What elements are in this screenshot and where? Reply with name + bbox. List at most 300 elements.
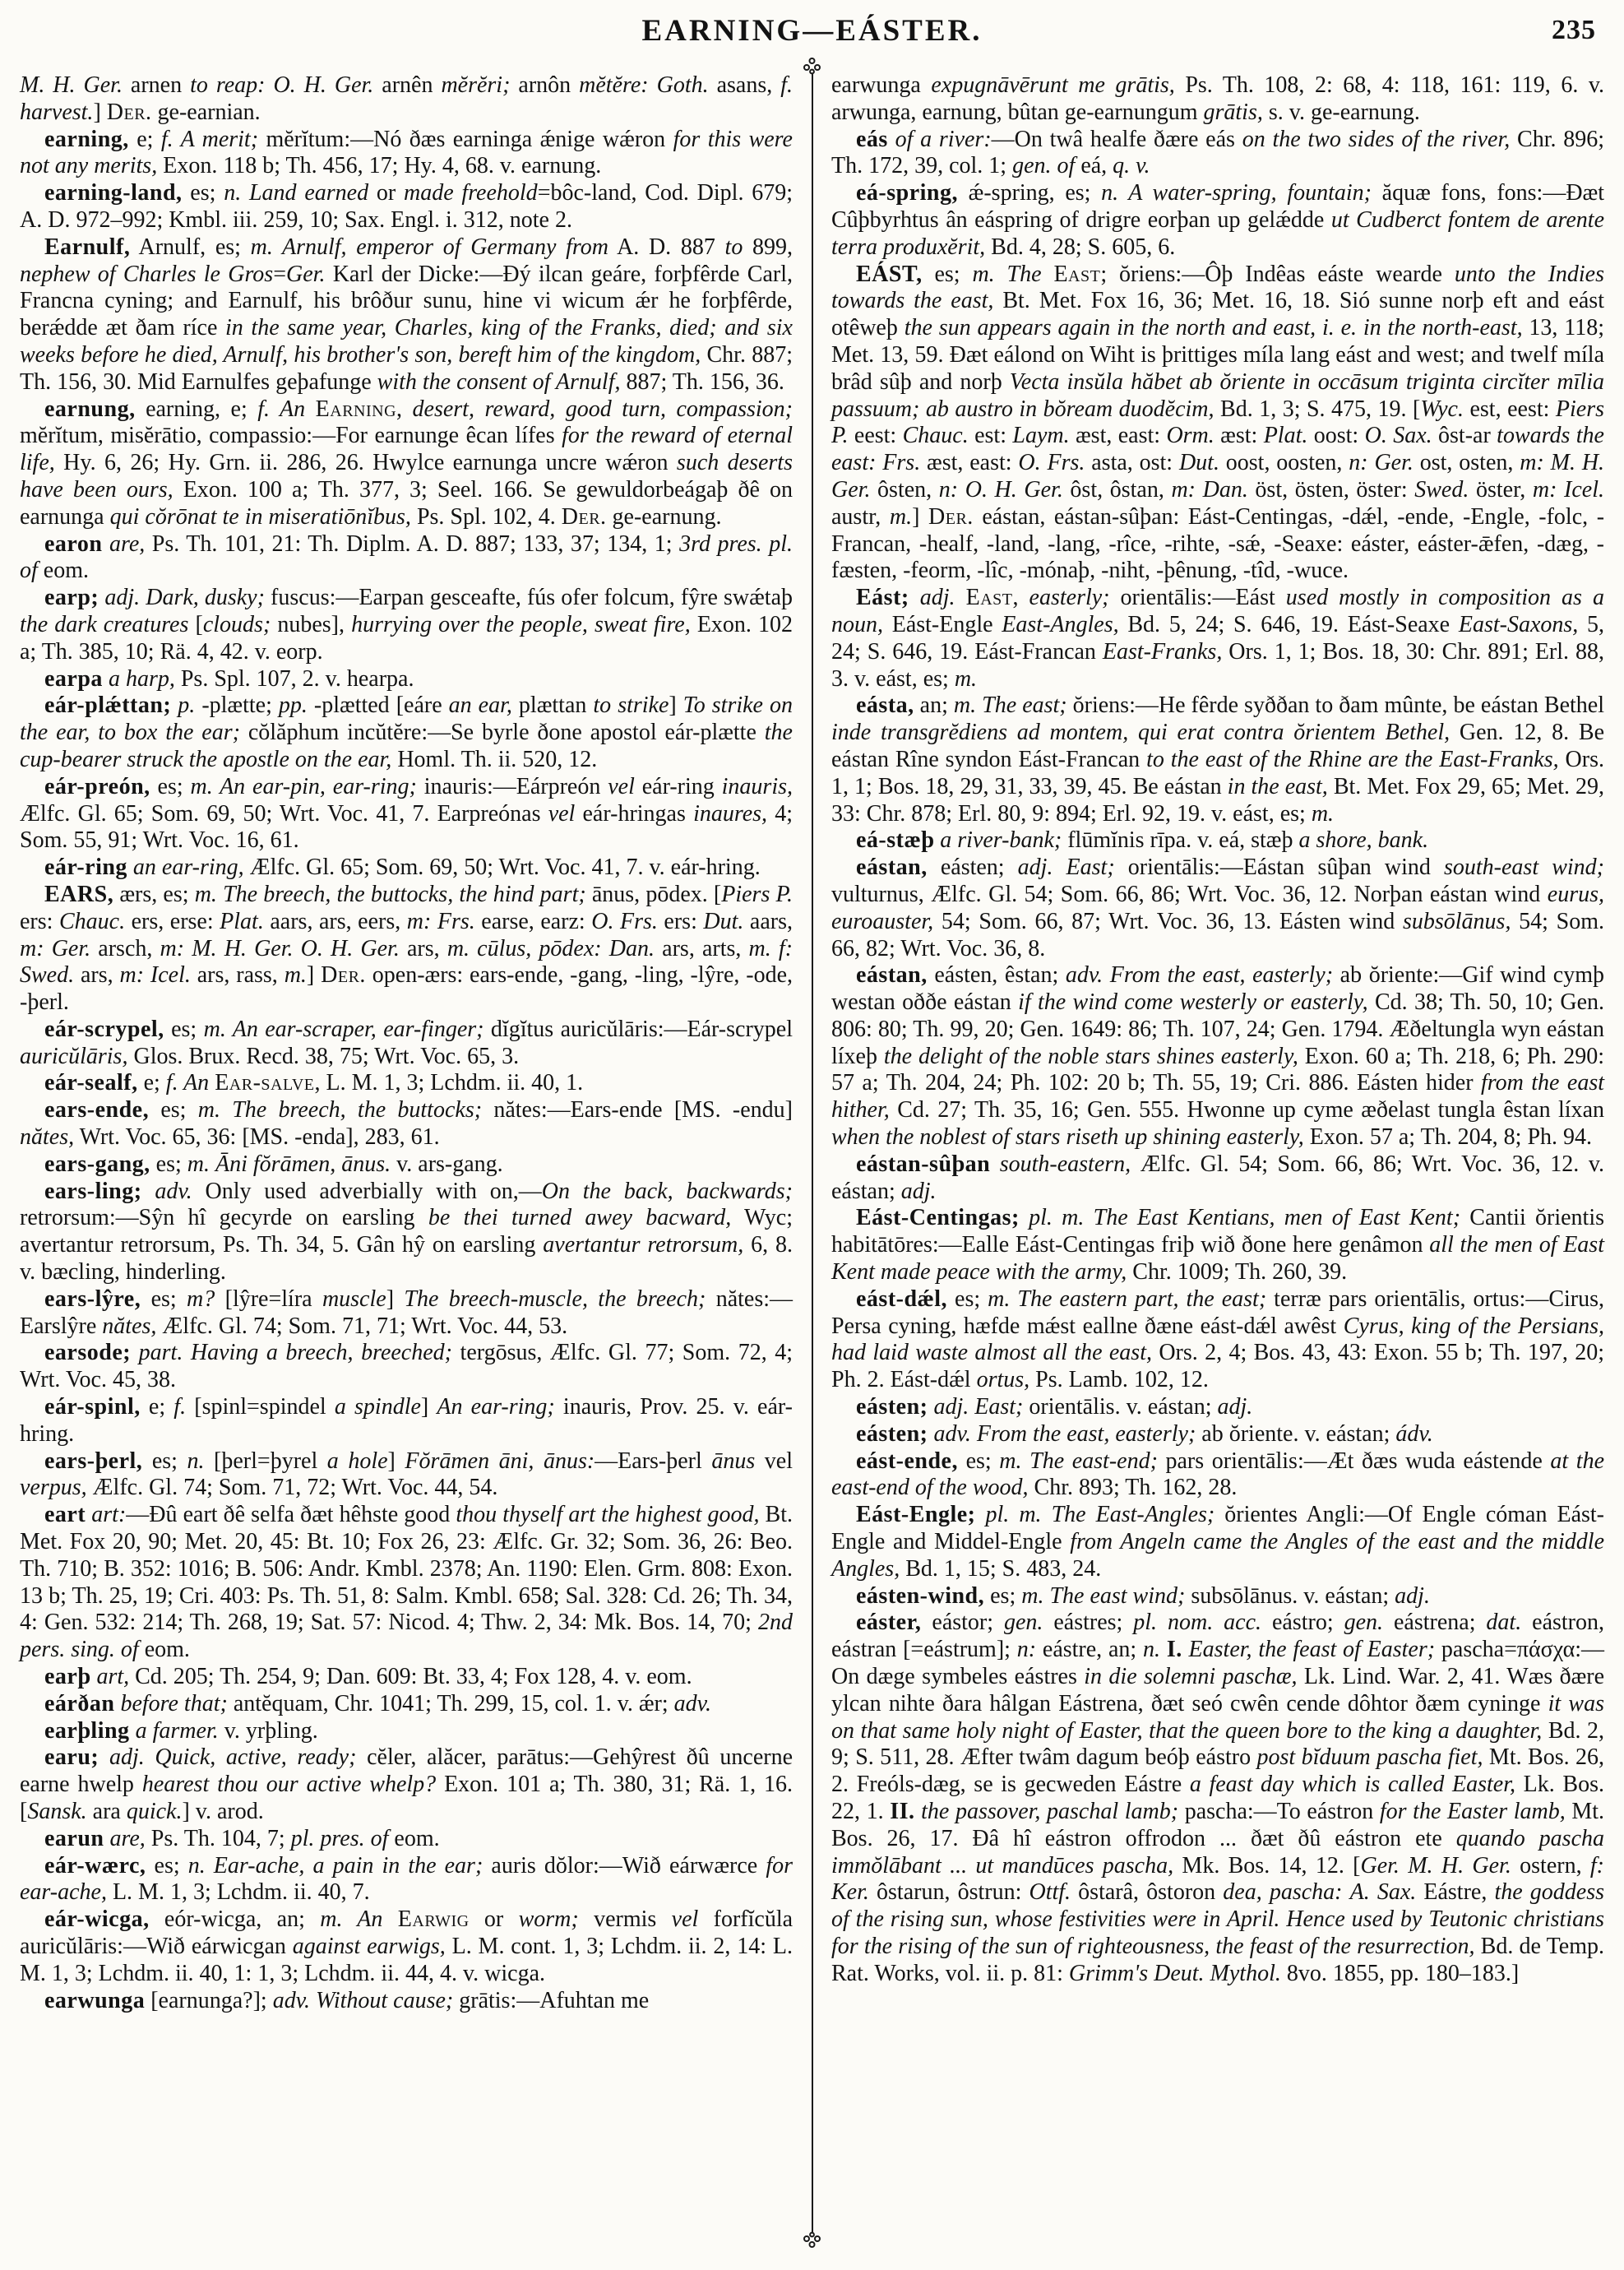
dictionary-entry [20,855,793,882]
plain-text: ŏriens:—He fêrde syððan to ðam mûnte, be eástan Bethel [1066,693,1604,719]
headword: eá-stæþ [856,827,935,854]
dictionary-entry [831,1421,1604,1448]
italic-text: Dan. [1202,476,1248,503]
italic-text: hearest thou our active whelp? [141,1772,437,1798]
plain-text: es; [182,180,224,206]
plain-text: ] [420,1394,437,1420]
plain-text: [lŷre=líra [215,1286,322,1312]
italic-text: clouds; [202,611,271,637]
plain-text: [ [188,611,203,637]
italic-text: to strike [593,693,669,719]
dictionary-entry [831,1151,1604,1206]
italic-text: a spindle [334,1394,421,1420]
italic-text: To strike on the ear, to box the ear; [20,693,793,746]
italic-text: pp. [278,693,308,719]
italic-text: East-Franks, [1102,638,1223,665]
italic-text: the goddess of the rising sun, whose festivities were in April. Hence used by Teutonic christians for the rising of the sun of righteousness, the feast of the resurrection, [831,1879,1605,1959]
plain-text [888,127,895,152]
plain-text [1544,450,1551,475]
italic-text: adj. Quick, active, ready; [109,1744,357,1771]
plain-text: Bd. 2, 9; S. 511, 28. Æfter twâm dagum beóþ eástro [831,1717,1604,1771]
plain-text: eástan, eástan-sûþan: Eást-Centingas, -dǽl, -ende, -Engle, -folc, -Francan, -healf, -land, -lang, -rîce, -rihte, -sǽ, -Seaxe: eáster, eáster-ǣfen, -dæg, -fæsten, -feorm, -lîc, -mónaþ, -niht, -þênung, -tîd, -wuce. [831,503,1605,584]
plain-text: auris dŏlor:—Wið eárwærce [483,1852,766,1879]
italic-text: an ear-ring, [132,855,244,881]
italic-text: adj. Dark, dusky; [104,585,265,611]
italic-text: m. The east; [953,693,1067,719]
headword: earsode; [44,1340,132,1366]
headword: eár-sealf, [44,1070,138,1096]
italic-text: Cyrus, king of the Persians, had laid waste almost all the east, [831,1313,1605,1366]
small-caps-text: Earwig [397,1906,470,1933]
italic-text: subsōlānus, [1402,908,1511,934]
plain-text: æst: [1214,423,1264,449]
plain-text: [spinl=spindel [186,1394,335,1420]
italic-text: m. The east-end; [999,1448,1158,1474]
plain-text: e; [128,126,161,152]
plain-text [1557,477,1564,503]
italic-text: easterly; [1029,585,1110,611]
italic-text: nătes, [20,1124,75,1151]
headword: eástan-sûþan [856,1151,991,1177]
plain-text [1042,262,1054,287]
dictionary-entry [20,666,793,693]
italic-text: in die solemni paschæ, [1084,1664,1298,1690]
italic-text: f. An [165,1070,210,1096]
right-column [831,72,1604,1988]
plain-text: Lk. Lind. War. 2, 41. Wæs ðære ylcan nihte ðara hâlgan Eástrena, ðæt seó cwên cende dôhtor ðæm cyninge [831,1664,1605,1716]
italic-text: nephew of Charles le Gros [20,261,274,287]
dictionary-entry [20,585,793,665]
plain-text: Homl. Th. ii. 520, 12. [391,746,598,772]
plain-text: Ps. Th. 101, 21: Th. Diplm. A. D. 887; 133, 37; 134, 1; [145,530,680,557]
italic-text: M. H. Ger. [20,72,123,98]
small-caps-text: East [965,585,1013,611]
italic-text: inde transgrĕdiens ad montem, qui erat contra ŏrientem Bethel, [831,720,1450,746]
italic-text: expugnāvērunt me grātis, [931,72,1175,98]
italic-text: the sun appears again in the north and east, i. e. in the north-east, [904,315,1523,341]
italic-text: n. Land earned [224,180,369,206]
italic-text: n: [1016,1637,1037,1663]
headword: eást-ende, [856,1448,958,1474]
italic-text: for the Easter lamb, [1379,1799,1566,1824]
plain-text: inauris, Prov. 25. v. eár-hring. [20,1394,793,1447]
plain-text [265,72,273,98]
italic-text: ut Cudberct fontem de arente terra produxĕrit, [831,206,1604,260]
italic-text: Swed. [20,962,75,989]
italic-text: art: [91,1502,127,1528]
italic-text: f. harvest. [20,72,793,125]
plain-text: es; [150,1151,187,1177]
italic-text: m. The eastern part, the east; [988,1286,1267,1312]
plain-text: aars, [743,908,793,934]
headword: earþling [44,1717,130,1744]
dictionary-entry [831,693,1604,827]
italic-text: for the reward of eternal life, [20,423,793,476]
plain-text: eest: [848,423,903,449]
headword: ears-þerl, [44,1448,143,1474]
plain-text: earse, earz: [474,908,592,934]
dictionary-entry [20,1691,793,1718]
italic-text: adv. [673,1690,712,1716]
italic-text: m. Arnulf, emperor of Germany from [250,234,608,260]
headword: ears-lŷre, [44,1286,141,1312]
italic-text: from Angeln came the Angles of the east and the middle Angles, [831,1529,1604,1582]
italic-text: n: [938,476,959,503]
plain-text [915,1799,922,1824]
italic-text: adv. From the east, easterly; [1065,962,1334,989]
small-caps-text: Earning [315,396,397,422]
plain-text [127,855,133,880]
plain-text: Bd. de Temp. Rat. Works, vol. ii. p. 81: [831,1933,1604,1986]
plain-text: eástre, an; [1036,1637,1144,1663]
plain-text: Ors. 1, 1; Bos. 18, 29, 31, 33, 39, 45. Be eástan [831,746,1604,799]
plain-text [909,585,920,610]
italic-text: pl. nom. acc. [1133,1610,1262,1636]
dictionary-entry [20,1017,793,1071]
plain-text: 54; Som. 66, 82; Wrt. Voc. 36, 8. [831,908,1605,961]
plain-text: ærs, es; [113,881,195,907]
plain-text: Exon. 101 a; Th. 380, 31; Rä. 1, 16. [ [20,1772,793,1824]
headword: earu; [44,1744,99,1771]
plain-text: Ælfc. Gl. 54; Som. 66, 86; Wrt. Voc. 36, 12. v. eástan; [831,1151,1604,1204]
plain-text: es; [957,1448,1000,1474]
headword: Eást-Centingas; [856,1205,1020,1231]
plain-text: ars, [399,935,447,961]
headword: II. [890,1799,915,1824]
plain-text: , [1012,585,1029,611]
dictionary-entry [831,1502,1604,1582]
italic-text: m: [20,935,44,961]
italic-text: for this were not any merits, [20,126,793,179]
plain-text: Chr. 893; Th. 162, 28. [1028,1475,1238,1501]
plain-text: ab ŏriente. v. eástan; [1196,1420,1396,1447]
plain-text: antĕquam, Chr. 1041; Th. 299, 15, col. 1. v. ǽr; [227,1690,674,1716]
italic-text: m. f: [748,935,793,961]
italic-text: on the two sides of the river, [1242,126,1511,152]
plain-text: ŏrientes Angli:—Of Engle cóman Eást-Engle and Middel-Engle [831,1502,1605,1555]
italic-text: Frs. [882,450,921,476]
plain-text: es; [149,1097,198,1123]
italic-text: O. H. Ger. [273,72,374,98]
plain-text: öst, östen, öster: [1247,476,1415,503]
italic-text: a hole [326,1448,388,1474]
headword: earning, [44,126,129,152]
plain-text: [earnunga?]; [145,1987,273,2013]
italic-text: eurus, euroauster, [831,881,1604,934]
headword: EÁST, [856,261,923,287]
plain-text: Only used adverbially with on,— [192,1178,542,1204]
page-number: 235 [1552,15,1596,45]
plain-text: vulturnus, Ælfc. Gl. 54; Som. 66, 86; Wrt. Voc. 36, 12. Norþan eástan wind [831,881,1548,907]
plain-text: oost, oosten, [1219,450,1349,476]
italic-text: ānus [711,1448,756,1474]
headword: eásten; [856,1394,928,1420]
headword: eástan, [856,962,928,989]
italic-text: verpus, [20,1475,87,1501]
plain-text: es; [146,1852,188,1879]
plain-text: ara [86,1799,127,1824]
plain-text: Bd. 1, 3; S. 475, 19. [ [1214,396,1421,422]
plain-text [976,1502,986,1527]
italic-text: adv. From the east, easterly; [933,1420,1196,1447]
plain-text: ôsten, [870,476,939,503]
italic-text: Swed. [1414,476,1469,503]
plain-text: Chr. 887; Th. 156, 30. Mid Earnulfes geþafunge [20,341,793,395]
italic-text: The breech-muscle, the breech; [404,1286,706,1312]
plain-text: ôst-ar [1432,423,1497,449]
plain-text: orientālis. v. eástan; [1023,1394,1218,1420]
plain-text: asta, ost: [1085,450,1179,476]
italic-text: m. [1311,800,1335,827]
plain-text [131,1340,139,1365]
dictionary-entry [20,1906,793,1987]
italic-text: vel [671,1906,699,1933]
headword: eásta, [856,693,914,719]
plain-text: est, eest: [1463,396,1556,422]
italic-text: a river-bank; [940,827,1062,854]
headword: ears-ling; [44,1178,142,1204]
plain-text: ] v. arod. [182,1799,264,1824]
italic-text: vel [608,773,635,799]
plain-text: ] [93,99,107,125]
dictionary-entry [20,1853,793,1907]
plain-text: es; [164,1016,204,1042]
plain-text: Cd. 205; Th. 254, 9; Dan. 609: Bt. 33, 4; Fox 128, 4. v. eom. [129,1664,692,1690]
quatrefoil-ornament-icon [803,2231,821,2249]
italic-text: the cup-bearer struck the apostle on the ear, [20,720,793,772]
italic-text: m. The east wind; [1021,1582,1186,1609]
italic-text: q. v. [1113,153,1150,179]
page-title: EARNING—EÁSTER. [641,14,983,48]
plain-text: Bd. 4, 28; S. 605, 6. [985,234,1176,260]
dictionary-entry [20,1744,793,1825]
italic-text: m: [160,935,185,961]
italic-text: part. Having a breech, breeched; [138,1340,452,1366]
italic-text: south-eastern, [999,1151,1131,1177]
italic-text: Dan. [608,935,655,961]
dictionary-entry [20,1097,793,1151]
plain-text: earwunga [831,72,932,98]
italic-text: a shore, bank. [1298,827,1429,854]
dictionary-entry [831,1205,1604,1286]
dictionary-entry [20,1718,793,1745]
italic-text: quick. [126,1799,183,1824]
italic-text: a harp, [108,665,175,692]
plain-text: 899, [743,234,793,260]
italic-text: used mostly in composition as a noun, [831,585,1605,637]
italic-text: An ear-ring; [437,1394,555,1420]
small-caps-text: Der. [321,962,366,989]
italic-text: mĕrĕri; [441,72,511,98]
italic-text: Easter, the feast of Easter; [1188,1637,1436,1663]
italic-text: 2nd pers. sing. of [20,1610,793,1663]
plain-text [104,1826,110,1851]
plain-text: ānus, pōdex. [ [585,881,722,907]
italic-text: Ker. [831,1879,869,1906]
italic-text: Vecta insŭla hăbet ab ŏriente in occāsum triginta circĭter mīlia passuum; ab austro in bŏream duodĕcim, [831,368,1604,422]
plain-text: ôstarâ, ôstoron [1071,1879,1224,1906]
plain-text: forfĭcŭla auricŭlāris:—Wið eárwicgan [20,1906,793,1959]
italic-text: mĕtĕre: [579,72,649,98]
plain-text: eár-ring [634,773,722,799]
italic-text: Wyc. [1420,396,1464,422]
italic-text: art, [96,1664,130,1690]
plain-text: ; ŏriens:—Ôþ Indêas eáste wearde [1100,261,1455,287]
plain-text: L. M. 1, 3; Lchdm. ii. 40, 7. [106,1879,370,1906]
italic-text: n. [1143,1637,1161,1663]
plain-text: terræ pars orientālis, ortus:—Cirus, Persa cyning, hæfde mǽst eallne ðæne eást-dǽl awêst [831,1286,1605,1339]
plain-text: eom. [388,1825,440,1851]
plain-text: e; [140,1394,174,1420]
dictionary-entry [831,72,1604,127]
italic-text: Orm. [1166,423,1215,449]
plain-text: Mk. Bos. 14, 12. [ [1173,1852,1361,1879]
plain-text [102,531,109,557]
italic-text: inauris, [721,773,793,799]
dictionary-entry [20,1448,793,1503]
dictionary-entry [20,1394,793,1448]
italic-text: a feast day which is called Easter, [1189,1772,1516,1798]
plain-text: Exon. 118 b; Th. 456, 17; Hy. 4, 68. v. earnung. [157,153,602,179]
plain-text: mĕrĭtum, misĕrātio, compassio:—For earnunge êcan lífes [20,423,562,449]
headword: eár-ring [44,855,127,881]
italic-text: at the east-end of the wood, [831,1448,1605,1501]
italic-text: f. An [257,396,306,422]
plain-text: vermis [578,1906,672,1933]
plain-text: Chr. 896; Th. 172, 39, col. 1; [831,126,1605,179]
italic-text: Dut. [703,908,744,934]
dictionary-entry [20,1340,793,1394]
plain-text: v. ars-gang. [391,1151,503,1177]
headword: eást-dǽl, [856,1286,948,1312]
italic-text: adj. [919,585,955,611]
plain-text: , L. M. 1, 3; Lchdm. ii. 40, 1. [314,1070,584,1096]
plain-text: -plætte; [195,693,279,719]
plain-text: austr, [831,503,890,530]
italic-text: Laym. [1012,423,1070,449]
plain-text: öster, [1469,476,1533,503]
plain-text: mĕrĭtum:—Nó ðæs earninga ǽnige wǽron [258,126,673,152]
plain-text: ăquæ fons, fons:—Ðæt Cûþbyrhtus ân eáspring of drigre eorþan up gelǽdde [831,180,1604,233]
plain-text: es; [141,1286,187,1312]
plain-text: Ors. 2, 4; Bos. 43, 43: Exon. 55 b; Th. 197, 20; Ph. 2. Eást-dǽl [831,1340,1604,1393]
plain-text: ers: [657,908,704,934]
plain-text [1182,1637,1189,1662]
plain-text: pars orientālis:—Æt ðæs wuda eástende [1157,1448,1551,1474]
plain-text: , [396,396,413,422]
plain-text: Exon. 102 a; Th. 385, 10; Rä. 4, 42. v. eorp. [20,611,793,665]
italic-text: a farmer. [135,1717,219,1744]
plain-text [990,1151,1000,1177]
plain-text [1342,1879,1349,1905]
plain-text: eom. [37,558,89,584]
plain-text: plættan [511,693,594,719]
italic-text: M. H. Ger. [831,450,1605,503]
plain-text: Gen. 12, 8. Be eástan Rîne syndon Eást-Francan [831,720,1604,772]
text-columns [20,72,1604,2252]
italic-text: inaures, [693,800,768,827]
dictionary-entry [20,1826,793,1853]
italic-text: nătes, [102,1313,157,1339]
dictionary-entry [831,262,1604,586]
headword: EARS, [44,881,114,907]
plain-text [1020,1205,1029,1230]
plain-text: Bt. Met. Fox 20, 90; Met. 20, 45: Bt. 10; Fox 26, 23: Ælfc. Gr. 32; Som. 36, 26: Beo. Th. 710; B. 352: 1016; B. 506: Andr. Kmbl. 2378; An. 1190: Elen. Grm. 808: Exon. 13 b; Th. 25, 19; Cri. 403: Ps. Th. 51, 8: Salm. Kmbl. 658; Sal. 328: Cd. 26; Th. 34, 4: Gen. 532: 214; Th. 268, 19; Sat. 57: Nicod. 4; Thw. 2, 34: Mk. Bos. 14, 70; [20,1502,793,1636]
plain-text [1196,477,1203,503]
plain-text: ge-earnian. [151,99,261,125]
plain-text: pascha=πάσχα:—On dæge symbeles eástres [831,1637,1605,1690]
plain-text: Cd. 27; Th. 35, 16; Gen. 555. Hwonne up cyme æðelast tungla êstan líxan [889,1097,1604,1123]
dictionary-entry [831,1448,1604,1503]
plain-text: eásten, êstan; [927,962,1066,989]
plain-text: 5, 24; S. 646, 19. Eást-Francan [831,611,1605,665]
italic-text: Frs. [437,908,475,934]
italic-text: O. H. Ger. [965,476,1063,503]
italic-text: unto the Indies towards the east, [831,261,1605,314]
plain-text: es; [150,773,191,799]
italic-text: p. [178,693,196,719]
plain-text: ars, [74,962,120,989]
italic-text: O. Frs. [591,908,658,934]
plain-text [382,1906,397,1932]
plain-text: Cantii ŏrientis habitātōres:—Ealle Eást-Centingas friþ wið ðone here genâmon [831,1205,1604,1258]
small-caps-text: Ear-salve [215,1070,315,1096]
italic-text: of a river: [895,126,992,152]
italic-text: when the noblest of stars riseth up shining easterly, [831,1124,1304,1151]
italic-text: pl. pres. of [290,1825,389,1851]
divider-rule [812,74,813,2232]
italic-text: Chauc. [902,423,969,449]
italic-text: it was on that same holy night of Easter, that the queen bore to the king a daughter, [831,1690,1604,1744]
plain-text: inauris:—Eárpreón [416,773,608,799]
plain-text [103,666,109,692]
plain-text: Glos. Brux. Recd. 38, 75; Wrt. Voc. 65, 3. [127,1043,520,1069]
italic-text: avertantur retrorsum, [543,1232,744,1258]
plain-text: es; [947,1286,988,1312]
italic-text: m: [1520,450,1544,476]
headword: eáster, [856,1610,922,1636]
italic-text: m. [284,962,307,989]
plain-text: 8vo. 1855, pp. 180–183.] [1280,1960,1520,1986]
plain-text: s. v. ge-earnung. [1262,99,1420,125]
italic-text: the delight of the noble stars shines easterly, [883,1043,1298,1069]
plain-text: Mt. Bos. 26, 2. Freóls-dæg, se is gecweden Eástre [831,1744,1605,1798]
italic-text: Ger. [51,935,91,961]
italic-text: quando pascha immŏlābant ... ut mandūces pascha, [831,1825,1604,1879]
plain-text: Ps. Spl. 107, 2. v. hearpa. [174,665,414,692]
plain-text [649,72,657,98]
headword: eás [856,126,888,152]
plain-text: arnên [373,72,442,98]
plain-text [44,936,52,961]
headword: Earnulf, [44,234,131,260]
italic-text: m? [187,1286,215,1312]
plain-text: eá, [1075,153,1113,179]
italic-text: against earwigs, [292,1933,446,1959]
italic-text: adj. East; [1017,855,1115,881]
plain-text: Hy. 6, 26; Hy. Grn. ii. 286, 26. Hwylce earnunga uncre wǽron [54,450,677,476]
plain-text: L. M. cont. 1, 3; Lchdm. ii. 2, 14: L. M. 1, 3; Lchdm. ii. 40, 1: 1, 3; Lchdm. ii. 44, 4. v. wicga. [20,1933,793,1986]
plain-text: Bt. Met. Fox 29, 65; Met. 29, 33: Chr. 878; Erl. 80, 9: 894; Erl. 92, 19. v. eást, es; [831,773,1604,827]
plain-text: eár-hringas [575,800,694,827]
italic-text: m: [119,962,145,989]
headword: ears-gang, [44,1151,150,1177]
plain-text: Bd. 1, 15; S. 483, 24. [900,1555,1102,1582]
dictionary-entry [831,180,1604,261]
italic-text: qui cŏrōnat te in miseratiōnĭbus, [109,503,411,530]
plain-text: nătes:—Ears-ende [MS. -endu] [482,1097,793,1123]
italic-text: m. [954,665,978,692]
